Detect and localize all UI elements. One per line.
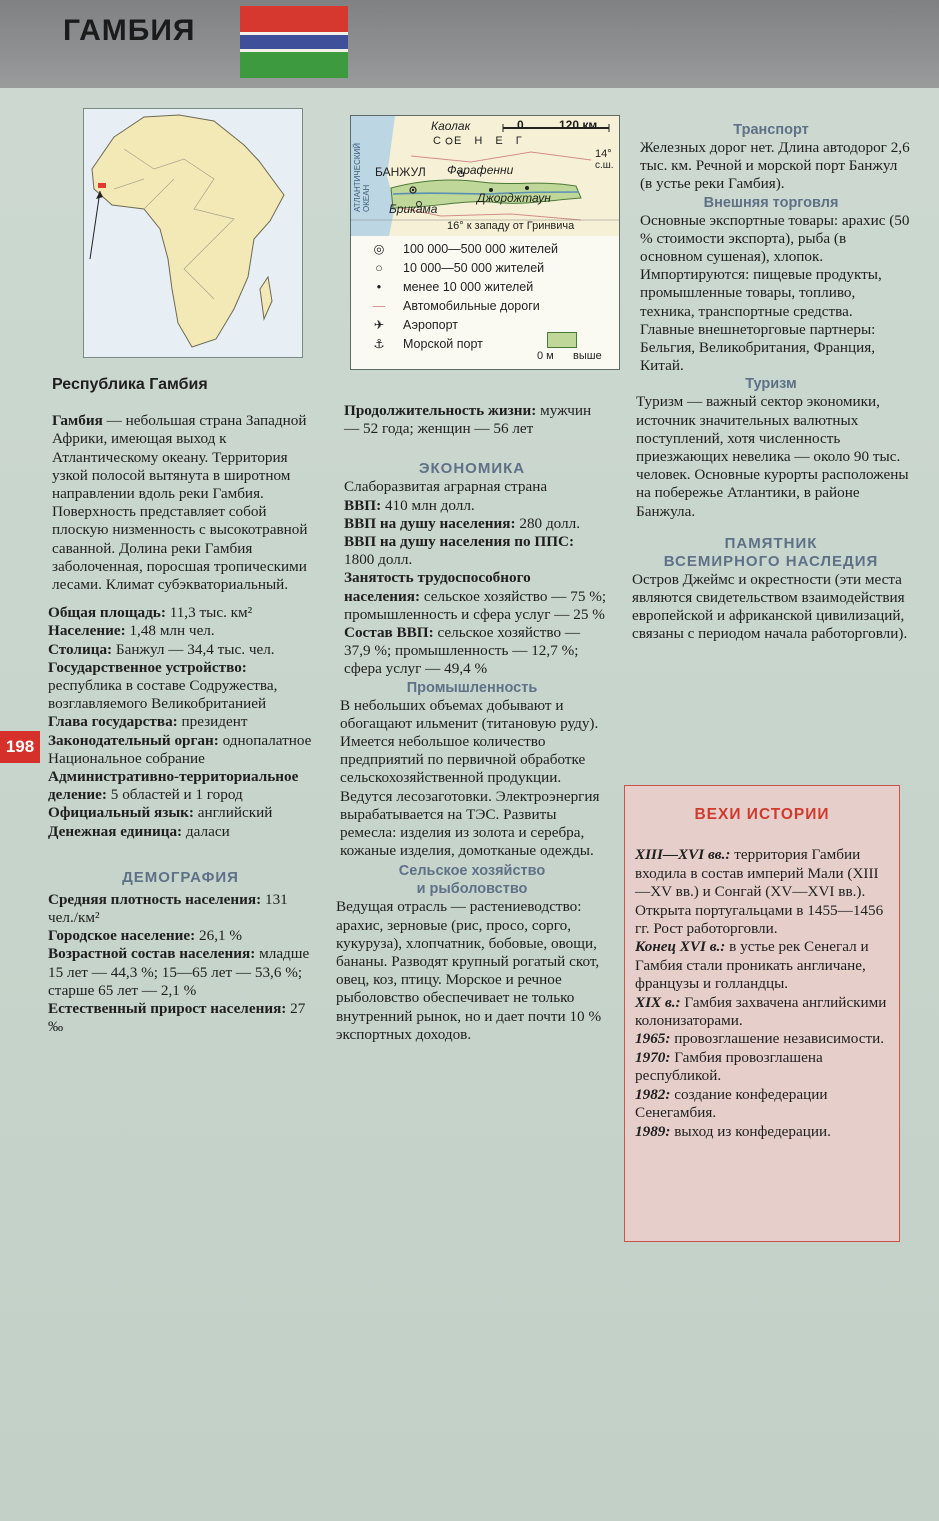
label-brikama: Брикама	[389, 202, 438, 216]
history-item: 1989: выход из конфедерации.	[635, 1122, 831, 1140]
economy-item: Состав ВВП: сельское хозяйство — 37,9 %; промышленность — 12,7 %; сфера услуг — 49,4 %	[344, 624, 581, 678]
flag-blue-stripe	[240, 35, 348, 49]
africa-map-graphic	[84, 109, 302, 357]
fact-item: Общая площадь: 11,3 тыс. км²	[48, 604, 253, 622]
page-number: 198	[0, 731, 40, 763]
label-senegal: С Е Н Е Г	[433, 135, 527, 147]
trade-text: Основные экспортные товары: арахис (50 % стоимости экспорта), рыба (в основном сушеная), хлопок. Импортируются: пищевые продукты, промышленные товары, топливо, техника, транспортные средства. Главные внешнеторговые партнеры: Бельгия, Великобритания, Франция, Китай.	[640, 211, 910, 375]
section-heading-trade: Внешняя торговля	[703, 194, 839, 211]
history-item: 1970: Гамбия провозглашена республикой.	[635, 1048, 823, 1085]
fact-item: Денежная единица: даласи	[48, 822, 230, 840]
label-farafenni: Фарафенни	[447, 163, 514, 177]
flag-green-stripe	[240, 52, 348, 78]
pointer-arrow	[90, 191, 100, 259]
history-item: XIII—XVI вв.: территория Гамбии входила в состав империй Мали (XIII—XV вв.) и Сонгай (XV—XVI вв.). Открыта португальцами в 1455—1456 гг. Рост работорговли.	[635, 846, 884, 938]
intro-paragraph: Гамбия — небольшая страна Западной Африки, имеющая выход к Атлантическому океану. Территория узкой полосой вытянута в широтном направлении вдоль реки Гамбия. Поверхность представляет собой плоскую низменность с высокотравной саванной. Долина реки Гамбия заболоченная, поросшая тропическими лесами. Климат субэкваториальный.	[52, 412, 308, 594]
history-item: 1965: провозглашение независимости.	[635, 1030, 885, 1048]
tourism-text: Туризм — важный сектор экономики, источник значительных валютных поступлений, хотя численность приезжающих невелика — около 90 тыс. человек. Основные курорты расположены на побережье Атлантики, в районе Банжула.	[636, 393, 909, 520]
country-title: ГАМБИЯ	[63, 14, 196, 47]
section-heading-agriculture: Сельское хозяйство	[398, 863, 546, 880]
demography-item: Естественный прирост населения: 27 ‰	[48, 1000, 306, 1036]
gambia-detail-map	[350, 115, 620, 370]
economy-item: ВВП на душу населения по ППС: 1800 долл.	[344, 533, 575, 569]
section-heading-industry: Промышленность	[406, 679, 538, 696]
fact-item: Законодательный орган: однопалатное Национальное собрание	[48, 731, 312, 767]
label-latitude: 14°	[595, 148, 612, 160]
fact-item: Население: 1,48 млн чел.	[48, 622, 215, 640]
gambia-flag	[240, 6, 348, 78]
fact-item: Административно-территориальное деление: 5 областей и 1 город	[48, 768, 299, 804]
economy-intro: Слаборазвитая аграрная страна	[344, 478, 548, 496]
economy-item: ВВП на душу населения: 280 долл.	[344, 514, 581, 532]
fact-item: Государственное устройство: республика в составе Содружества, возглавляемого Великобританией	[48, 658, 278, 713]
history-item: XIX в.: Гамбия захвачена английскими колонизаторами.	[635, 993, 887, 1030]
fact-item: Официальный язык: английский	[48, 804, 273, 822]
label-capital: БАНЖУЛ	[375, 165, 426, 179]
history-box	[624, 785, 900, 1242]
history-title: ВЕХИ ИСТОРИИ	[694, 806, 830, 823]
section-heading-economy: ЭКОНОМИКА	[418, 460, 526, 478]
elevation-high: выше	[573, 350, 602, 362]
history-item: 1982: создание конфедерации Сенегамбия.	[635, 1085, 828, 1122]
demography-item: Городское население: 26,1 %	[48, 927, 243, 945]
section-heading-agriculture-2: и рыболовство	[416, 881, 528, 898]
flag-red-stripe	[240, 6, 348, 32]
page-header	[0, 0, 939, 88]
seaport-icon: ⚓	[373, 337, 385, 351]
economy-item: Занятость трудоспособного населения: сельское хозяйство — 75 %; промышленность и сфера услуг — 25 %	[344, 569, 607, 623]
history-item: Конец XVI в.: в устье рек Сенегал и Гамбия стали проникать англичане, французы и голландцы.	[635, 938, 869, 993]
city-small-icon: •	[376, 280, 382, 294]
scale-max: 120 км	[559, 118, 598, 132]
heritage-text: Остров Джеймс и окрестности (эти места являются свидетельством взаимодействия европейской и африканской цивилизаций, связаны с периодом начала работорговли).	[632, 570, 908, 643]
history-list	[625, 846, 899, 1141]
transport-text: Железных дорог нет. Длина автодорог 2,6 тыс. км. Речной и морской порт Банжул (в устье реки Гамбия).	[640, 139, 910, 193]
column-economy	[336, 402, 608, 1044]
city-large-icon: ◎	[373, 242, 385, 256]
label-latitude-suffix: с.ш.	[595, 160, 614, 171]
column-general	[48, 376, 313, 1037]
label-ocean: АТЛАНТИЧЕСКИЙ ОКЕАН	[353, 142, 371, 212]
country-full-name: Республика Гамбия	[52, 376, 208, 393]
section-heading-heritage: ПАМЯТНИК	[724, 534, 818, 552]
agriculture-text: Ведущая отрасль — растениеводство: арахис, зерновые (рис, просо, сорго, кукуруза), хлопчатник, бобовые, овощи, бананы. Разводят крупный рогатый скот, овец, коз, птицу. Морское и речное рыболовство обеспечивает не только внутренний рынок, но и дает почти 10 % экспортных доходов.	[336, 898, 602, 1043]
section-heading-transport: Транспорт	[733, 122, 809, 138]
section-heading-demography: ДЕМОГРАФИЯ	[122, 868, 239, 886]
column-trade	[632, 121, 910, 644]
road-icon: —	[372, 299, 386, 313]
demography-item: Средняя плотность населения: 131 чел./км²	[48, 890, 288, 927]
label-kaolack: Каолак	[431, 119, 471, 133]
industry-text: В небольших объемах добывают и обогащают ильменит (титановую руду). Имеется небольшое количество предприятий по первичной обработке сельскохозяйственной продукции. Ведутся лесозаготовки. Электроэнергия вырабатывается на ТЭС. Развиты ремесла: изделия из золота и серебра, кожаные изделия, домотканые одежды.	[340, 696, 600, 860]
demography-item: Возрастной состав населения: младше 15 лет — 44,3 %; 15—65 лет — 53,6 %; старше 65 лет — 2,1 %	[48, 945, 310, 999]
fact-item: Глава государства: президент	[48, 713, 248, 731]
elevation-low: 0 м	[537, 350, 554, 362]
label-georgetown: Джорджтаун	[477, 191, 551, 205]
section-heading-tourism: Туризм	[745, 376, 797, 393]
city-medium-icon: ○	[375, 261, 383, 275]
elevation-swatch	[547, 332, 577, 348]
economy-item: ВВП: 410 млн долл.	[344, 496, 475, 514]
life-expectancy: Продолжительность жизни: мужчин — 52 года; женщин — 56 лет	[344, 402, 592, 438]
gambia-marker	[98, 183, 106, 188]
airport-icon: ✈	[373, 318, 385, 332]
map-legend: ◎ 100 000—500 000 жителей ○ 10 000—50 000 жителей • менее 10 000 жителей — Автомобильные дороги ✈ Аэропорт ⚓ Морской порт 0 м выше	[351, 236, 619, 369]
africa-locator-map	[83, 108, 303, 358]
label-meridian: 16° к западу от Гринвича	[447, 220, 575, 232]
scale-zero: 0	[517, 118, 524, 132]
fact-item: Столица: Банжул — 34,4 тыс. чел.	[48, 640, 275, 658]
section-heading-heritage-2: ВСЕМИРНОГО НАСЛЕДИЯ	[663, 552, 879, 570]
